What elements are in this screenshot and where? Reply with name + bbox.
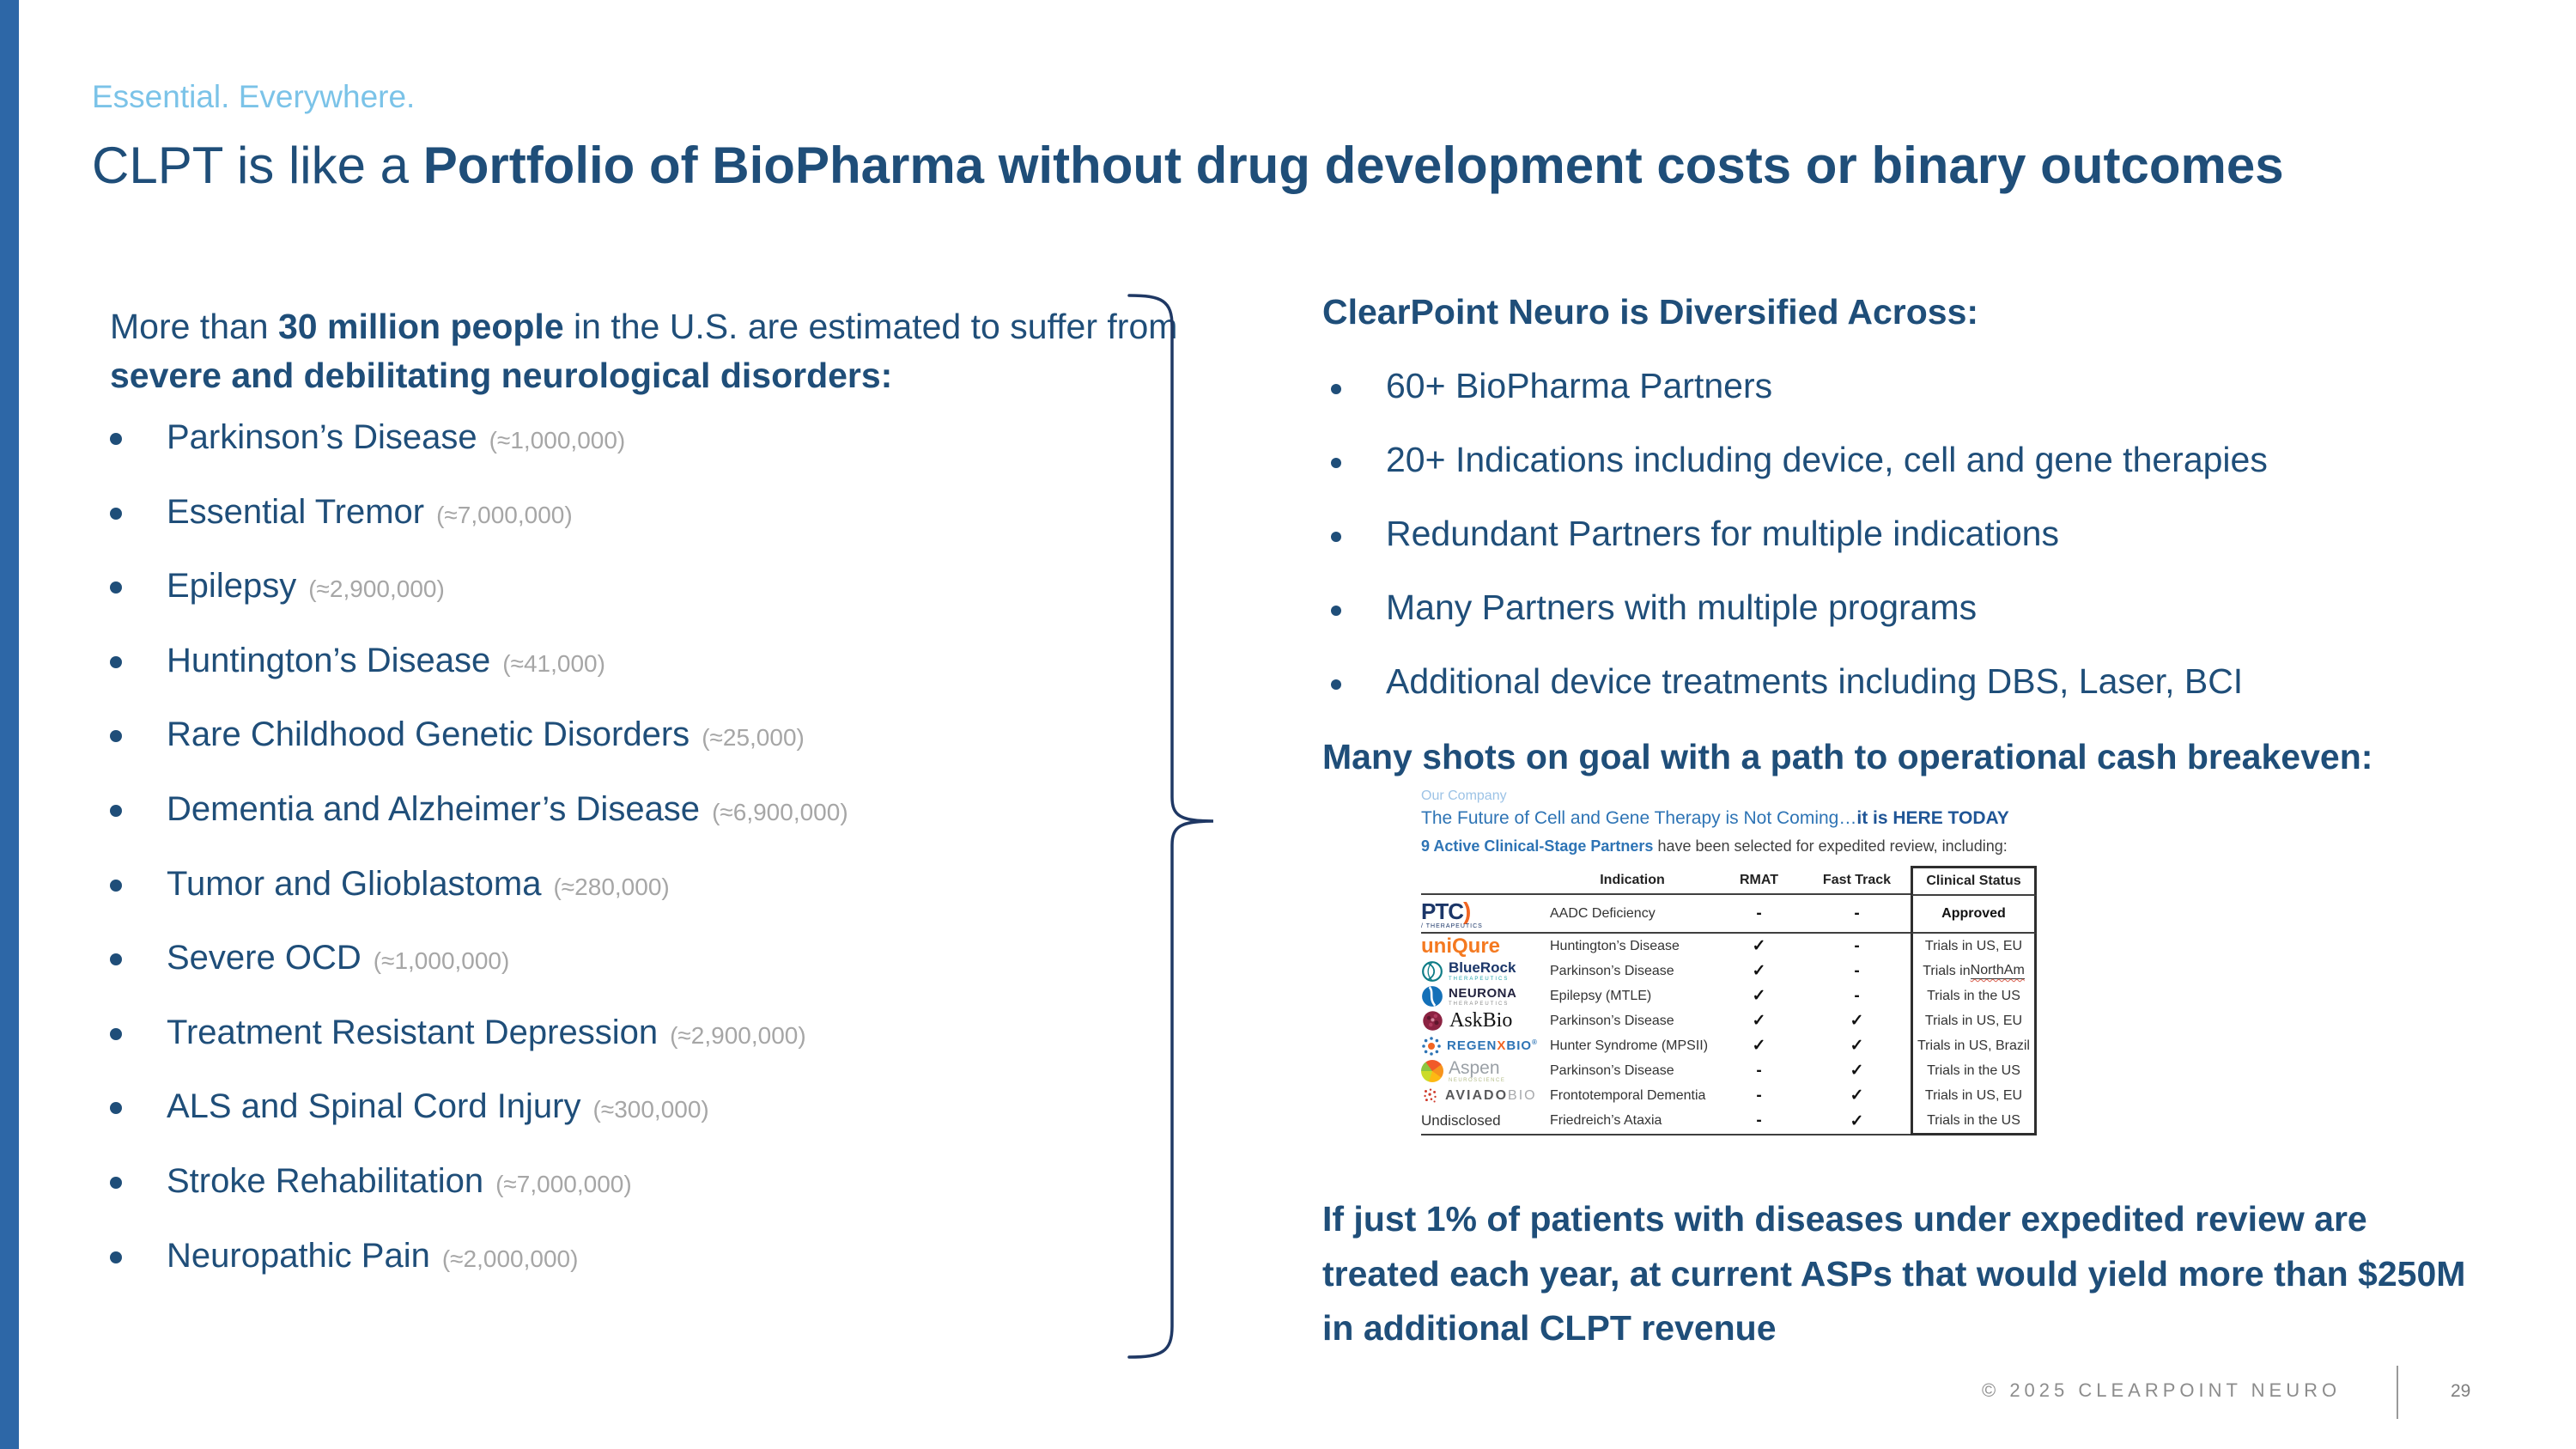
- partner-logo: [1421, 934, 1550, 959]
- intro-text: More than 30 million people in the U.S. are estimated to suffer from severe and debilitating neurological disorders:: [110, 307, 1178, 396]
- bullet-icon: [110, 1251, 122, 1263]
- column-header-rmat: RMAT: [1715, 868, 1803, 895]
- right-bullet-text: Redundant Partners for multiple indications: [1386, 514, 2059, 553]
- status-cell: Trials in NorthAm: [1911, 959, 2037, 983]
- disease-name: Essential Tremor: [167, 492, 425, 531]
- disease-name: Parkinson’s Disease: [167, 418, 477, 456]
- fast-track-cell: -: [1854, 936, 1860, 955]
- list-item: [1322, 366, 2268, 440]
- bullet-icon: [110, 1102, 122, 1114]
- bullet-icon: [1331, 384, 1341, 394]
- list-item: [110, 790, 848, 865]
- left-accent-bar: [0, 0, 19, 1449]
- disease-count: (≈300,000): [592, 1096, 709, 1123]
- indication-cell: Parkinson’s Disease: [1550, 1062, 1674, 1078]
- disease-count: (≈7,000,000): [436, 501, 573, 528]
- disease-count: (≈25,000): [702, 724, 805, 752]
- list-item: [1322, 661, 2268, 735]
- bullet-icon: [110, 880, 122, 892]
- bullet-icon: [110, 656, 122, 668]
- disease-name: Huntington’s Disease: [167, 641, 491, 679]
- subheading: Many shots on goal with a path to operational cash breakeven:: [1322, 737, 2373, 776]
- partner-logo: [1421, 1083, 1550, 1108]
- partners-table: [1421, 866, 2061, 1135]
- fast-track-cell: ✓: [1850, 1037, 1864, 1055]
- undisclosed-label: Undisclosed: [1421, 1112, 1501, 1129]
- disease-name: Stroke Rehabilitation: [167, 1161, 484, 1200]
- bullet-icon: [110, 1028, 122, 1040]
- indication-cell: Epilepsy (MTLE): [1550, 988, 1652, 1003]
- fast-track-cell: ✓: [1850, 1087, 1864, 1105]
- disease-name: Neuropathic Pain: [167, 1236, 430, 1275]
- neurona-logo: NEURONA THERAPEUTICS: [1449, 985, 1517, 1007]
- disease-name: Treatment Resistant Depression: [167, 1013, 659, 1051]
- indication-cell: Hunter Syndrome (MPSII): [1550, 1038, 1709, 1053]
- fast-track-cell: ✓: [1850, 1012, 1864, 1030]
- column-header-logo: [1421, 868, 1550, 895]
- rmat-cell: ✓: [1752, 1012, 1766, 1030]
- disease-count: (≈1,000,000): [489, 427, 626, 454]
- indication-cell: Parkinson’s Disease: [1550, 1013, 1674, 1028]
- list-item: [110, 1087, 848, 1162]
- list-item: [110, 1237, 848, 1312]
- aviadobio-icon: [1421, 1087, 1440, 1105]
- partner-logo: [1421, 896, 1550, 934]
- fast-track-cell: -: [1803, 896, 1911, 934]
- status-cell: Trials in the US: [1911, 983, 2037, 1008]
- bullet-icon: [110, 953, 122, 965]
- list-item: [110, 865, 848, 940]
- list-item: [110, 1014, 848, 1088]
- title-regular: CLPT is like a: [92, 137, 423, 194]
- status-cell: Trials in US, EU: [1911, 1083, 2037, 1108]
- right-bullet-list: [1322, 366, 2268, 735]
- mini-headline: The Future of Cell and Gene Therapy is Not Coming…it is HERE TODAY: [1421, 808, 2009, 828]
- mini-kicker: Our Company: [1421, 788, 1507, 803]
- partner-logo: [1421, 1109, 1550, 1135]
- fast-track-cell: ✓: [1803, 1109, 1911, 1135]
- disease-count: (≈280,000): [553, 873, 670, 900]
- title-bold: Portfolio of BioPharma without drug development costs or binary outcomes: [422, 137, 2284, 194]
- status-cell: Trials in the US: [1911, 1058, 2037, 1083]
- disease-count: (≈2,900,000): [308, 575, 445, 603]
- bullet-icon: [110, 581, 122, 594]
- partner-logo: [1421, 1008, 1550, 1033]
- uniqure-logo: uniQure: [1421, 934, 1501, 958]
- disease-count: (≈6,900,000): [712, 798, 848, 825]
- disease-name: Rare Childhood Genetic Disorders: [167, 715, 690, 754]
- right-bullet-text: 60+ BioPharma Partners: [1386, 366, 1773, 405]
- status-cell: Trials in US, EU: [1911, 934, 2037, 959]
- bullet-icon: [110, 433, 122, 445]
- rmat-cell: -: [1756, 1086, 1762, 1105]
- aspen-logo: Aspen NEUROSCIENCE: [1449, 1057, 1506, 1083]
- right-bullet-text: Additional device treatments including DBS, Laser, BCI: [1386, 661, 2244, 701]
- bullet-icon: [110, 508, 122, 520]
- callout-text: If just 1% of patients with diseases under expedited review are treated each year, at current ASPs that would yield more than $250M in additional CLPT revenue: [1322, 1199, 2466, 1349]
- bluerock-sphere-icon: [1421, 960, 1443, 983]
- disease-count: (≈7,000,000): [495, 1170, 632, 1197]
- fast-track-cell: -: [1854, 961, 1860, 980]
- footer-divider: [2397, 1366, 2398, 1419]
- rmat-cell: -: [1756, 1061, 1762, 1080]
- list-item: [110, 939, 848, 1014]
- bullet-icon: [1331, 679, 1341, 690]
- aviadobio-logo: AVIADOBIO: [1445, 1087, 1537, 1103]
- bullet-icon: [1331, 458, 1341, 468]
- right-bullet-text: 20+ Indications including device, cell and gene therapies: [1386, 440, 2268, 479]
- column-header-indication: Indication: [1550, 868, 1715, 895]
- disease-name: Tumor and Glioblastoma: [167, 864, 542, 903]
- status-cell: Trials in US, EU: [1911, 1008, 2037, 1033]
- indication-cell: Frontotemporal Dementia: [1550, 1087, 1706, 1103]
- disease-count: (≈1,000,000): [373, 947, 510, 975]
- list-item: [1322, 588, 2268, 661]
- tagline: Essential. Everywhere.: [92, 79, 416, 114]
- disease-count: (≈41,000): [502, 649, 605, 677]
- list-item: [110, 1162, 848, 1237]
- disease-name: Severe OCD: [167, 939, 361, 977]
- bullet-icon: [1331, 532, 1341, 542]
- column-header-clinical-status: Clinical Status: [1911, 866, 2037, 896]
- footer-copyright: © 2025 CLEARPOINT NEURO: [1982, 1379, 2342, 1401]
- bullet-icon: [110, 805, 122, 817]
- indication-cell: Friedreich’s Ataxia: [1550, 1109, 1715, 1135]
- askbio-logo: AskBio: [1449, 1009, 1513, 1032]
- disease-count: (≈2,900,000): [670, 1021, 806, 1049]
- list-item: [1322, 514, 2268, 588]
- rmat-cell: ✓: [1752, 937, 1766, 955]
- list-item: [110, 493, 848, 568]
- northam-underlined: NorthAm: [1970, 963, 2025, 977]
- fast-track-cell: ✓: [1850, 1062, 1864, 1080]
- brace-icon: [1112, 282, 1228, 1368]
- mini-subline: 9 Active Clinical-Stage Partners have been selected for expedited review, including:: [1421, 837, 2008, 855]
- rmat-cell: ✓: [1752, 1037, 1766, 1055]
- rmat-cell: ✓: [1752, 987, 1766, 1005]
- ptc-logo: PTC) / THERAPEUTICS: [1421, 897, 1483, 929]
- right-bullet-text: Many Partners with multiple programs: [1386, 588, 1978, 627]
- list-item: [110, 642, 848, 716]
- bullet-icon: [110, 730, 122, 742]
- bullet-icon: [1331, 606, 1341, 616]
- bluerock-logo: BlueRock THERAPEUTICS: [1449, 959, 1516, 982]
- status-cell: Trials in US, Brazil: [1911, 1033, 2037, 1058]
- indication-cell: AADC Deficiency: [1550, 896, 1715, 934]
- disease-count: (≈2,000,000): [441, 1245, 579, 1272]
- aspen-icon: [1421, 1060, 1443, 1082]
- rmat-cell: -: [1715, 1109, 1803, 1135]
- regenxbio-icon: [1421, 1036, 1442, 1056]
- askbio-icon: [1421, 1009, 1444, 1032]
- list-item: [110, 567, 848, 642]
- disease-name: Dementia and Alzheimer’s Disease: [167, 789, 701, 828]
- partner-logo: [1421, 983, 1550, 1008]
- indication-cell: Parkinson’s Disease: [1550, 963, 1674, 978]
- partner-logo: [1421, 1033, 1550, 1058]
- regenxbio-logo: REGENXBIO®: [1447, 1038, 1538, 1053]
- fast-track-cell: -: [1854, 986, 1860, 1005]
- neurona-icon: [1421, 985, 1443, 1008]
- page-title: [92, 136, 2284, 195]
- disease-name: ALS and Spinal Cord Injury: [167, 1087, 581, 1126]
- bullet-icon: [110, 1177, 122, 1189]
- partner-logo: [1421, 1058, 1550, 1083]
- list-item: [110, 715, 848, 790]
- mini-slide: [1421, 788, 2061, 1135]
- disease-list: [110, 418, 848, 1311]
- rmat-cell: ✓: [1752, 962, 1766, 980]
- list-item: [1322, 440, 2268, 514]
- partner-logo: [1421, 959, 1550, 983]
- page-number: 29: [2451, 1381, 2471, 1401]
- rmat-cell: -: [1715, 896, 1803, 934]
- right-heading: ClearPoint Neuro is Diversified Across:: [1322, 292, 1979, 332]
- status-cell: Trials in the US: [1911, 1108, 2037, 1135]
- column-header-fast-track: Fast Track: [1803, 868, 1911, 895]
- ptc-swoosh-icon: ): [1463, 897, 1472, 924]
- indication-cell: Huntington’s Disease: [1550, 938, 1680, 953]
- list-item: [110, 418, 848, 493]
- status-cell: Approved: [1911, 896, 2037, 934]
- disease-name: Epilepsy: [167, 567, 297, 606]
